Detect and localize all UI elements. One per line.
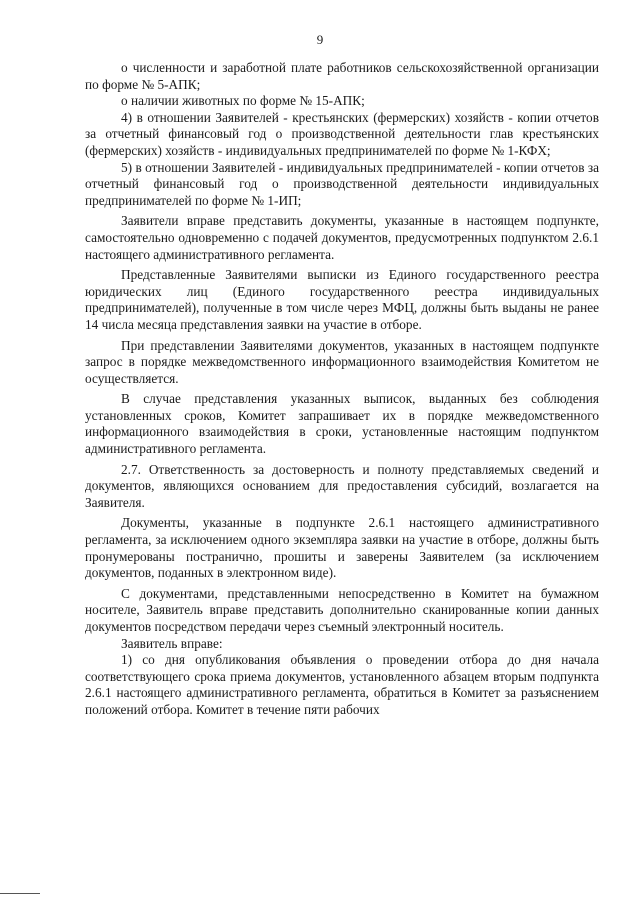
paragraph-registry-extracts: Представленные Заявителями выписки из Единого государственного реестра юридических лиц (Единого государственного реестра индивидуальных предпринимателей), полученные в том числе через МФЦ, должны быть выданы не ранее 14 числа месяца представления заявки на участие в отборе. — [85, 267, 599, 332]
footer-divider — [0, 893, 40, 894]
paragraph-item-5-ip: 5) в отношении Заявителей - индивидуальных предпринимателей - копии отчетов за отчетный финансовый год о производственной деятельности индивидуальных предпринимателей по форме № 1-ИП; — [85, 159, 599, 208]
page-number: 9 — [316, 32, 324, 47]
paragraph-item-4-kfh: 4) в отношении Заявителей - крестьянских (фермерских) хозяйств - копии отчетов за отчетный финансовый год о производственной деятельности глав крестьянских (фермерских) хозяйств - индивидуальных предпринимателей по форме № 1-КФХ; — [85, 109, 599, 158]
paragraph-applicant-may: Заявитель вправе: — [121, 635, 223, 651]
paragraph-apk15: о наличии животных по форме № 15-АПК; — [121, 93, 365, 109]
paragraph-numbered-documents: Документы, указанные в подпункте 2.6.1 настоящего административного регламента, за исключением одного экземпляра заявки на участие в отборе, должны быть пронумерованы постранично, прошиты и заверены Заявителем (за исключением документов, поданных в электронном виде). — [85, 515, 599, 581]
paragraph-section-2-7: 2.7. Ответственность за достоверность и полноту представляемых сведений и документов, являющихся основанием для предоставления субсидий, возлагается на Заявителя. — [85, 461, 599, 510]
paragraph-item-1-clarification: 1) со дня опубликования объявления о проведении отбора до дня начала соответствующего срока приема документов, установленного абзацем вторым подпункта 2.6.1 настоящего административного регламента, обратиться в Комитет за разъяснением положений отбора. Комитет в течение пяти рабочих — [85, 652, 599, 717]
document-body — [85, 60, 599, 719]
paragraph-scanned-copies: С документами, представленными непосредственно в Комитет на бумажном носителе, Заявитель вправе представить дополнительно сканированные копии данных документов посредством передачи через съемный электронный носитель. — [85, 585, 599, 634]
paragraph-apk5: о численности и заработной плате работников сельскохозяйственной организации по форме № 5-АПК; — [85, 60, 599, 92]
paragraph-no-interagency-request: При представлении Заявителями документов, указанных в настоящем подпункте запрос в порядке межведомственного информационного взаимодействия Комитетом не осуществляется. — [85, 337, 599, 386]
paragraph-applicants-right: Заявители вправе представить документы, указанные в настоящем подпункте, самостоятельно одновременно с подачей документов, предусмотренных подпунктом 2.6.1 настоящего административного регламента. — [85, 213, 599, 262]
paragraph-late-extracts: В случае представления указанных выписок, выданных без соблюдения установленных сроков, Комитет запрашивает их в порядке межведомственного информационного взаимодействия в сроки, установленные настоящим подпунктом административного регламента. — [85, 391, 599, 457]
